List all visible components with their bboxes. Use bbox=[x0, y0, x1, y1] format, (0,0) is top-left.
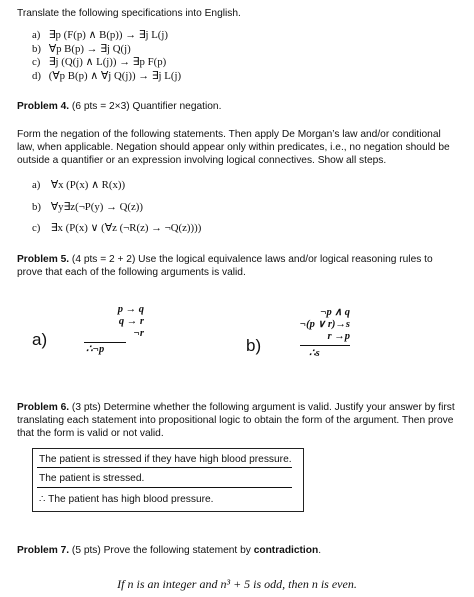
list-item: d) (∀p B(p) ∧ ∀j Q(j)) → ∃j L(j) bbox=[32, 69, 182, 82]
problem-4-heading: Problem 4. (6 pts = 2×3) Quantifier negation. bbox=[17, 101, 222, 112]
list-item: c) ∃x (P(x) ∨ (∀z (¬R(z) → ¬Q(z)))) bbox=[32, 222, 202, 234]
premise: q → r bbox=[118, 316, 144, 327]
translation-list bbox=[32, 28, 181, 82]
argument-b-divider bbox=[300, 345, 350, 346]
premise: p → q bbox=[117, 304, 144, 315]
argument-b bbox=[270, 307, 350, 343]
list-item: c) ∃j (Q(j) ∧ L(j)) → ∃p F(p) bbox=[32, 56, 167, 68]
argument-a-conclusion: ∴¬p bbox=[86, 344, 105, 355]
problem-7-statement: If n is an integer and n³ + 5 is odd, then n is even. bbox=[117, 577, 357, 591]
premise: ¬(p ∨ r)→s bbox=[299, 319, 350, 330]
list-item: b) ∀p B(p) → ∃j Q(j) bbox=[32, 42, 131, 55]
problem-4-description: Form the negation of the following statements. Then apply De Morgan’s law and/or conditional law, when applicable. Negation should appear only within predicates, i.e., no negation should be outside a quantifier or an expression involving logical connectives. Show all steps. bbox=[17, 129, 450, 166]
argument-b-label: b) bbox=[246, 336, 262, 355]
divider bbox=[37, 467, 292, 468]
list-item: a) ∃p (F(p) ∧ B(p)) → ∃j L(j) bbox=[32, 29, 169, 41]
intro-text: Translate the following specifications into English. bbox=[17, 8, 241, 19]
list-item: a) ∀x (P(x) ∧ R(x)) bbox=[32, 179, 126, 191]
conclusion: ∴ The patient has high blood pressure. bbox=[39, 494, 214, 505]
problem-5-text: Problem 5. (4 pts = 2 + 2) Use the logical equivalence laws and/or logical reasoning rules to prove that each of the following arguments is valid. bbox=[17, 254, 433, 278]
problem-7-text: Problem 7. (5 pts) Prove the following statement by contradiction. bbox=[17, 545, 322, 556]
problem-6-text: Problem 6. (3 pts) Determine whether the following argument is valid. Justify your answer by first translating each statement into propositional logic to obtain the form of the argument. Then prove that the form is valid or not valid. bbox=[17, 402, 455, 439]
premise: r →p bbox=[327, 331, 350, 342]
divider bbox=[37, 487, 292, 488]
premise: ¬p ∧ q bbox=[320, 307, 350, 318]
premise: The patient is stressed. bbox=[39, 473, 145, 484]
argument-a bbox=[74, 304, 144, 340]
list-item: b) ∀y∃z(¬P(y) → Q(z)) bbox=[32, 201, 143, 213]
argument-b-conclusion: ∴s bbox=[309, 348, 320, 359]
premise: ¬r bbox=[133, 328, 144, 339]
argument-a-label: a) bbox=[32, 330, 48, 349]
premise: The patient is stressed if they have high blood pressure. bbox=[39, 454, 292, 465]
